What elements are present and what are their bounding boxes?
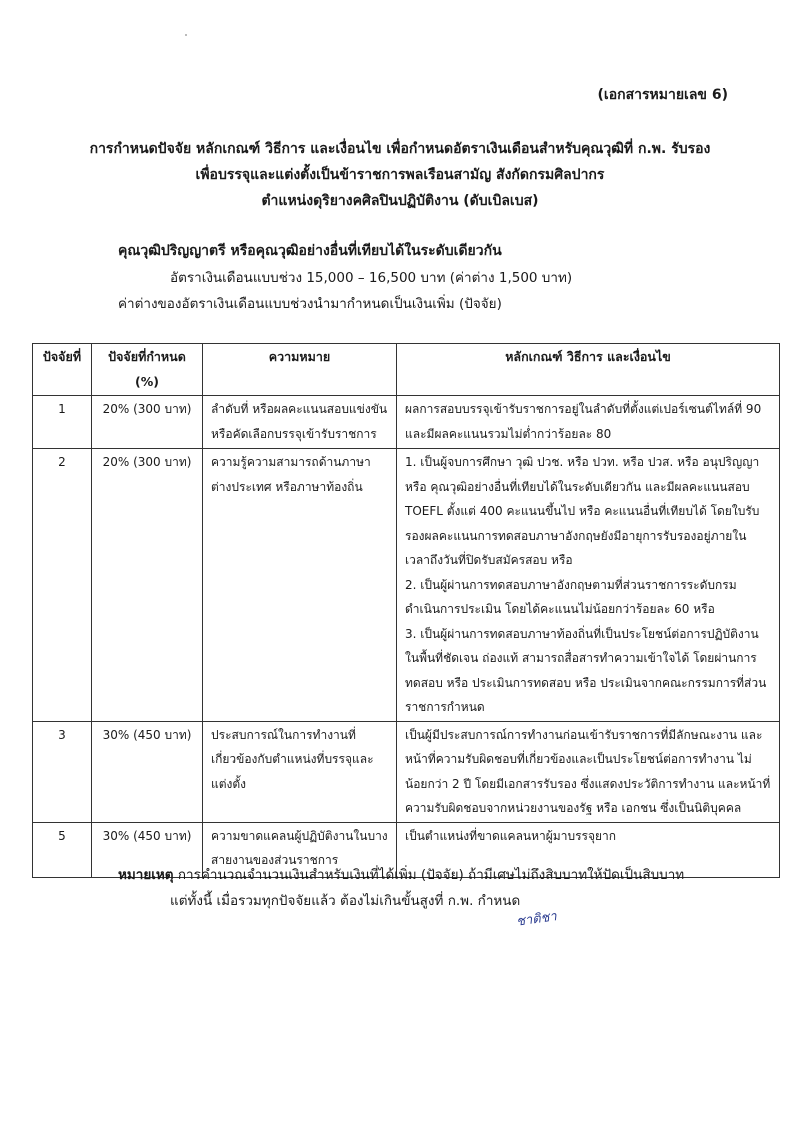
table-row xyxy=(33,396,780,449)
criteria-item: ผลการสอบบรรจุเข้ารับราชการอยู่ในลำดับที่ตั้งแต่เปอร์เซนต์ไทล์ที่ 90 และมีผลคะแนนรวมไม่ต่ำกว่าร้อยละ 80 xyxy=(405,402,762,441)
criteria-item: 1. เป็นผู้จบการศึกษา วุฒิ ปวช. หรือ ปวท. หรือ ปวส. หรือ อนุปริญญา หรือ คุณวุฒิอย่างอื่นที่เทียบได้ในระดับเดียวกัน และมีผลคะแนนสอบ TOEFL ตั้งแต่ 400 คะแนนขึ้นไป หรือ คะแนนอื่นที่เทียบได้ โดยใบรับรองผลคะแนนการทดสอบภาษาอังกฤษยังมีอายุการรับรองอยู่ภายในเวลาถึงวันที่ปิดรับสมัครสอบ หรือ xyxy=(405,455,760,567)
factor-criteria xyxy=(397,449,780,722)
factor-no: 1 xyxy=(33,396,92,449)
factor-meaning: ความรู้ความสามารถด้านภาษาต่างประเทศ หรือภาษาท้องถิ่น xyxy=(203,449,397,722)
factors-table xyxy=(32,343,780,878)
salary-range: อัตราเงินเดือนแบบช่วง 15,000 – 16,500 บาท (ค่าต่าง 1,500 บาท) xyxy=(170,270,573,286)
title-line-3: ตำแหน่งดุริยางคศิลปินปฏิบัติงาน (ดับเบิลเบส) xyxy=(261,193,539,209)
header-criteria: หลักเกณฑ์ วิธีการ และเงื่อนไข xyxy=(397,344,780,396)
title-line-2: เพื่อบรรจุและแต่งตั้งเป็นข้าราชการพลเรือนสามัญ สังกัดกรมศิลปากร xyxy=(195,167,605,183)
remark xyxy=(118,862,684,914)
criteria-item: 2. เป็นผู้ผ่านการทดสอบภาษาอังกฤษตามที่ส่วนราชการระดับกรมดำเนินการประเมิน โดยได้คะแนนไม่น้อยกว่าร้อยละ 60 หรือ xyxy=(405,577,737,616)
difference-note: ค่าต่างของอัตราเงินเดือนแบบช่วงนำมากำหนดเป็นเงินเพิ่ม (ปัจจัย) xyxy=(118,296,502,312)
factor-criteria xyxy=(397,721,780,822)
factor-meaning: ความขาดแคลนผู้ปฏิบัติงานในบางสายงานของส่วนราชการ xyxy=(203,822,397,877)
scan-speck xyxy=(185,34,187,36)
document-title xyxy=(0,136,800,214)
factor-meaning: ประสบการณ์ในการทำงานที่เกี่ยวข้องกับตำแหน่งที่บรรจุและแต่งตั้ง xyxy=(203,721,397,822)
header-percent: ปัจจัยที่กำหนด (%) xyxy=(92,344,203,396)
table-row xyxy=(33,721,780,822)
factor-meaning: ลำดับที่ หรือผลคะแนนสอบแข่งขัน หรือคัดเลือกบรรจุเข้ารับราชการ xyxy=(203,396,397,449)
factor-no: 5 xyxy=(33,822,92,877)
remark-line-2: แต่ทั้งนี้ เมื่อรวมทุกปัจจัยแล้ว ต้องไม่เกินขั้นสูงที่ ก.พ. กำหนด xyxy=(170,893,521,909)
table-row xyxy=(33,449,780,722)
header-factor-no: ปัจจัยที่ xyxy=(33,344,92,396)
header-meaning: ความหมาย xyxy=(203,344,397,396)
factor-percent: 30% (450 บาท) xyxy=(92,822,203,877)
factor-percent: 20% (300 บาท) xyxy=(92,396,203,449)
criteria-item: เป็นผู้มีประสบการณ์การทำงานก่อนเข้ารับราชการที่มีลักษณะงาน และหน้าที่ความรับผิดชอบที่เกี่ยวข้องและเป็นประโยชน์ต่อการทำงาน ไม่น้อยกว่า 2 ปี โดยมีเอกสารรับรอง ซึ่งแสดงประวัติการทำงาน และหน้าที่ความรับผิดชอบจากหน่วยงานของรัฐ หรือ เอกชน ซึ่งเป็นนิติบุคคล xyxy=(405,727,771,815)
handwritten-initials: ชาติชา xyxy=(515,909,558,930)
factor-percent: 20% (300 บาท) xyxy=(92,449,203,722)
factor-percent: 30% (450 บาท) xyxy=(92,721,203,822)
remark-label: หมายเหตุ xyxy=(118,867,174,883)
title-line-1: การกำหนดปัจจัย หลักเกณฑ์ วิธีการ และเงื่อนไข เพื่อกำหนดอัตราเงินเดือนสำหรับคุณวุฒิที่ ก.พ. รับรอง xyxy=(89,141,711,157)
qualification-heading: คุณวุฒิปริญญาตรี หรือคุณวุฒิอย่างอื่นที่เทียบได้ในระดับเดียวกัน xyxy=(118,243,502,259)
criteria-item: 3. เป็นผู้ผ่านการทดสอบภาษาท้องถิ่นที่เป็นประโยชน์ต่อการปฏิบัติงานในพื้นที่ชัดเจน ถ่องแท้ สามารถสื่อสารทำความเข้าใจได้ โดยผ่านการทดสอบ หรือ ประเมินการทดสอบ หรือ ประเมินจากคณะกรรมการที่ส่วนราชการกำหนด xyxy=(405,626,767,714)
factor-no: 2 xyxy=(33,449,92,722)
table-header-row xyxy=(33,344,780,396)
remark-line-1: การคำนวณจำนวนเงินสำหรับเงินที่ได้เพิ่ม (ปัจจัย) ถ้ามีเศษไม่ถึงสิบบาทให้ปัดเป็นสิบบาท xyxy=(177,867,685,883)
factor-criteria xyxy=(397,396,780,449)
document-number: (เอกสารหมายเลข 6) xyxy=(597,87,728,103)
factor-no: 3 xyxy=(33,721,92,822)
criteria-item: เป็นตำแหน่งที่ขาดแคลนหาผู้มาบรรจุยาก xyxy=(405,828,617,843)
